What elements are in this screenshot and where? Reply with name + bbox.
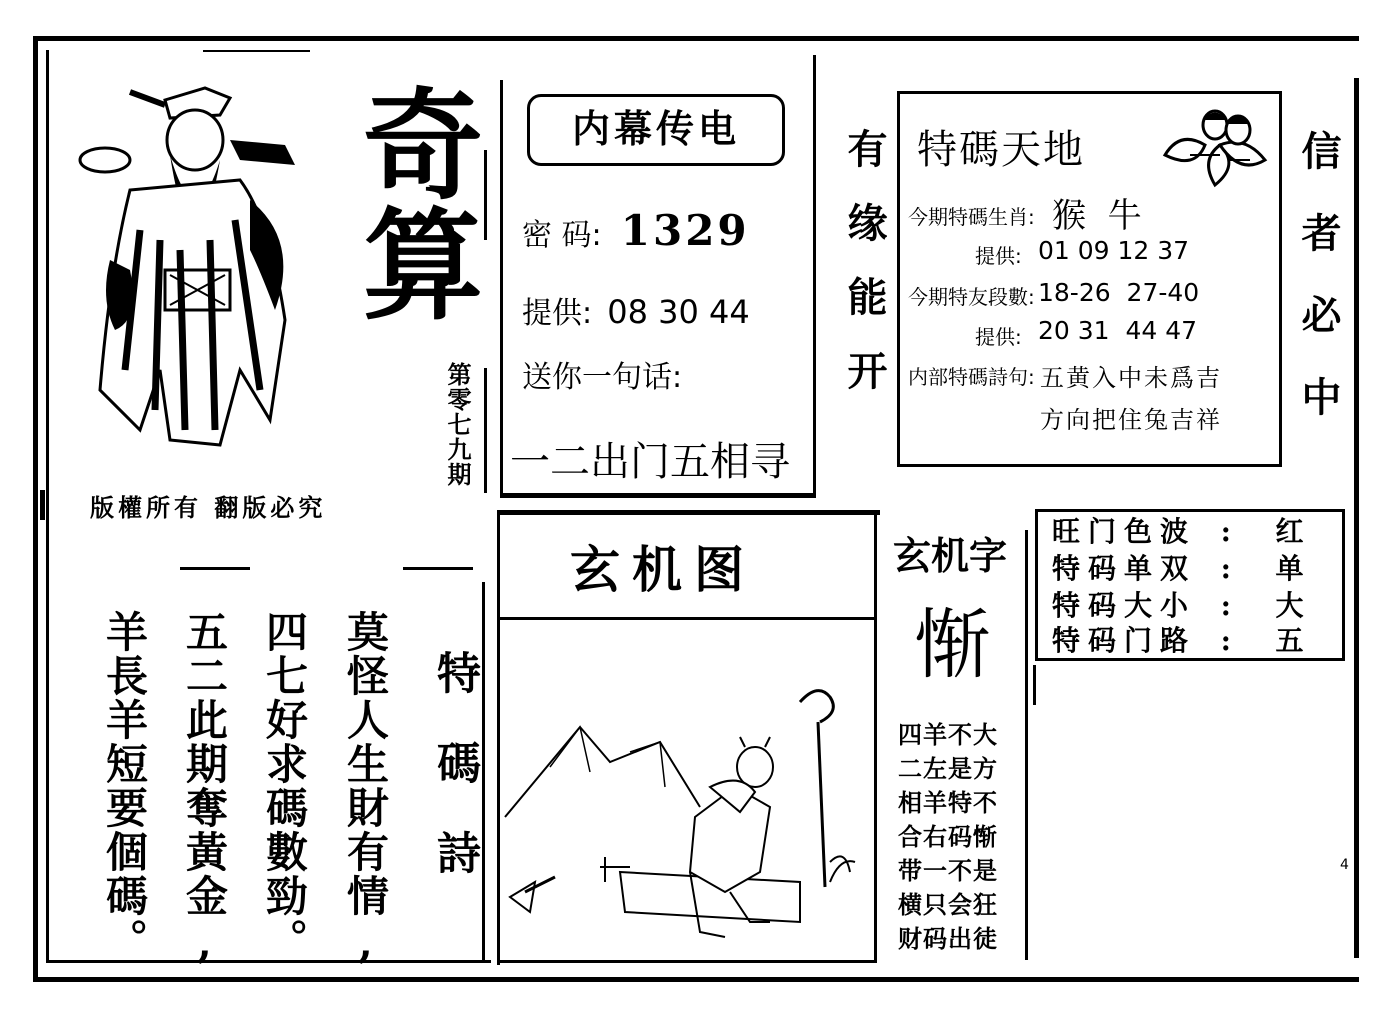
frame-right <box>1354 78 1359 958</box>
xuanji-mid <box>497 617 877 620</box>
neimu-border-right <box>813 55 816 495</box>
stats-label: 特码单双 <box>1052 552 1197 585</box>
provide2-label: 提供: <box>975 325 1022 349</box>
page-number: 4 <box>1340 857 1349 873</box>
inner-left <box>46 50 49 962</box>
poem-column: 莫怪人生財有情, <box>341 610 390 969</box>
deco-line <box>1033 665 1036 705</box>
provide1-value: 01 09 12 37 <box>1038 236 1190 265</box>
frame-left <box>33 36 38 982</box>
deco-line <box>403 567 473 570</box>
poem-column: 五二此期奪黃金, <box>180 610 229 969</box>
password-value: 1329 <box>620 206 750 255</box>
stats-value: 单 <box>1275 552 1304 585</box>
stats-sep: : <box>1220 515 1231 548</box>
stats-value: 五 <box>1275 624 1304 657</box>
saying-label: 送你一句话: <box>522 360 683 395</box>
xuanji-zi-line: 合右码惭 <box>898 823 998 851</box>
deco-line <box>484 150 487 240</box>
xuanji-zi-line: 相羊特不 <box>898 789 998 817</box>
password-label: 密 码: <box>522 218 602 253</box>
stats-row <box>1052 514 1304 550</box>
xuanji-zi-char: 惭 <box>915 600 991 689</box>
stats-label: 旺门色波 <box>1052 515 1197 548</box>
neimu-provide-row <box>522 288 750 332</box>
stats-value: 大 <box>1275 589 1304 622</box>
provide1-label: 提供: <box>975 244 1022 268</box>
zodiac-value: 猴 牛 <box>1052 196 1142 236</box>
xuanji-zi-line: 二左是方 <box>898 755 998 783</box>
xuanji-tu-heading: 玄机图 <box>570 541 756 599</box>
xuanji-zi-line: 横只会狂 <box>898 891 998 919</box>
poem-label: 内部特碼詩句: <box>908 365 1035 389</box>
xuanji-zi-right <box>1025 530 1028 960</box>
stats-row <box>1052 588 1304 624</box>
provide2-value: 20 31 44 47 <box>1038 316 1198 345</box>
deity-illustration <box>70 70 320 460</box>
range-label: 今期特友段數: <box>908 285 1035 309</box>
stats-row <box>1052 623 1304 659</box>
center-vertical-text: 有缘能开 <box>841 128 888 424</box>
xuanji-zi-heading: 玄机字 <box>893 534 1008 578</box>
zodiac-label: 今期特碼生肖: <box>908 205 1035 229</box>
poem-line-2: 方向把住兔吉祥 <box>1040 406 1222 434</box>
password-row <box>522 206 750 255</box>
xuanji-zi-line: 带一不是 <box>898 857 998 885</box>
neimu-border-bottom <box>500 493 816 498</box>
xuanji-illustration <box>500 622 872 958</box>
neimu-provide-label: 提供: <box>522 296 593 331</box>
frame-bottom <box>33 977 1359 982</box>
temajuan-heading: 特碼天地 <box>917 127 1085 173</box>
copyright-text: 版權所有 翻版必究 <box>90 493 327 522</box>
deco-line <box>484 368 487 493</box>
xuanji-bottom <box>497 960 877 963</box>
frame-top <box>33 36 1359 41</box>
poem-line-1: 五黄入中未爲吉 <box>1040 364 1222 392</box>
stats-sep: : <box>1220 589 1231 622</box>
poem-column: 羊長羊短要個碼。 <box>100 610 149 962</box>
range-value: 18-26 27-40 <box>1038 278 1200 307</box>
stats-sep: : <box>1220 624 1231 657</box>
issue-number: 第零七九期 <box>443 362 472 487</box>
xuanji-top <box>497 510 880 515</box>
xuanji-zi-line: 财码出徒 <box>898 925 998 953</box>
poem-title: 特碼詩 <box>429 650 480 920</box>
saying-text: 一二出门五相寻 <box>510 439 790 485</box>
right-vertical-text: 信者必中 <box>1295 130 1342 458</box>
stats-row <box>1052 551 1304 587</box>
stats-label: 特码大小 <box>1052 589 1197 622</box>
deco-line <box>180 567 250 570</box>
stats-value: 红 <box>1275 515 1304 548</box>
xuanji-right <box>874 510 877 963</box>
neimu-provide-numbers: 08 30 44 <box>607 293 750 331</box>
poem-column: 四七好求碼數勁。 <box>260 610 309 962</box>
xuanji-zi-line: 四羊不大 <box>898 721 998 749</box>
deco-line <box>203 50 310 52</box>
neimu-border-left <box>500 80 503 498</box>
main-title: 奇算 <box>343 82 484 322</box>
deco-line <box>40 490 45 520</box>
neimu-heading: 内幕传电 <box>527 94 785 166</box>
acorn-icon <box>1160 100 1270 195</box>
stats-label: 特码门路 <box>1052 624 1197 657</box>
stats-sep: : <box>1220 552 1231 585</box>
